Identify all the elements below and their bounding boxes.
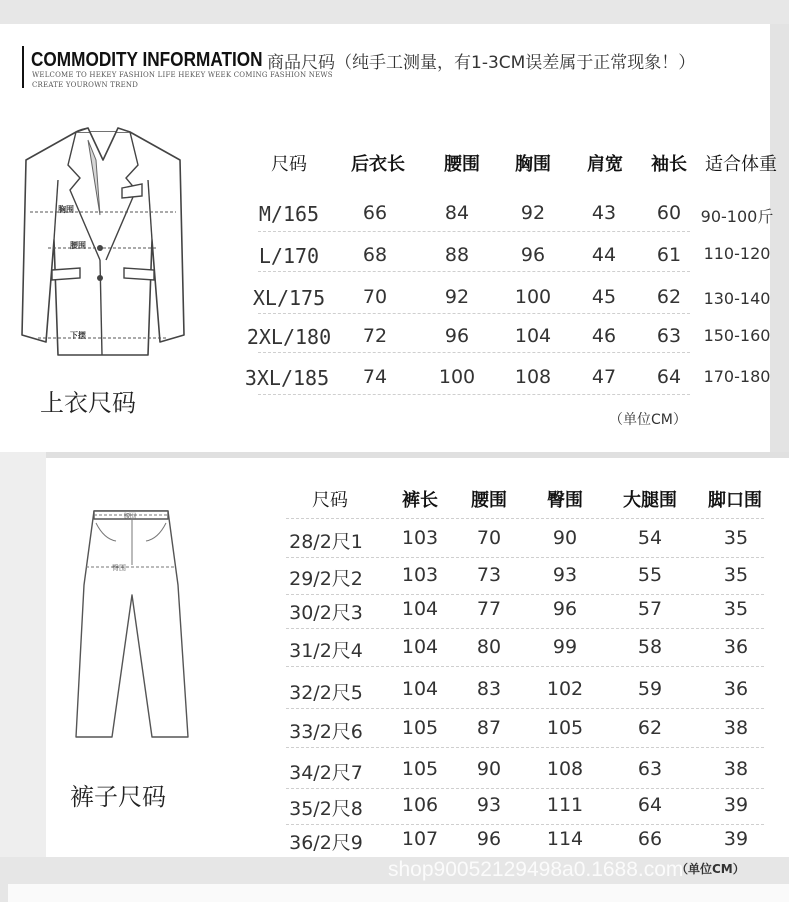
watermark: shop90052129498a0.1688.com (388, 858, 684, 881)
table-cell: 35 (723, 598, 749, 620)
table-cell: 38 (723, 717, 749, 739)
table-cell: 102 (546, 678, 584, 700)
jacket-col-chest: 胸围 (515, 154, 551, 175)
table-cell: 58 (637, 636, 663, 658)
table-cell: 90 (476, 758, 502, 780)
table-cell: 87 (476, 717, 502, 739)
table-cell: 61 (656, 244, 682, 266)
table-cell: 32/2尺5 (289, 682, 363, 704)
table-cell: 104 (401, 598, 439, 620)
table-cell: 108 (546, 758, 584, 780)
pants-waist-label: 腰围 (124, 513, 137, 520)
table-cell: 96 (476, 828, 502, 850)
table-cell: 92 (444, 286, 470, 308)
table-cell: 30/2尺3 (289, 602, 363, 624)
row-divider (258, 271, 690, 272)
row-divider (286, 594, 764, 595)
table-cell: 170-180 (703, 367, 771, 386)
header-subtitle-line-1: WELCOME TO HEKEY FASHION LIFE HEKEY WEEK COMING FASHION NEWS (32, 71, 333, 79)
bottom-strip (8, 884, 789, 902)
table-cell: 83 (476, 678, 502, 700)
table-cell: 62 (637, 717, 663, 739)
table-cell: 63 (637, 758, 663, 780)
table-cell: 36 (723, 678, 749, 700)
jacket-col-waist: 腰围 (444, 154, 480, 175)
table-cell: 68 (362, 244, 388, 266)
jacket-chest-label: 胸围 (58, 205, 74, 214)
row-divider (258, 394, 690, 395)
jacket-waist-label: 腰围 (70, 241, 86, 250)
table-cell: 64 (637, 794, 663, 816)
row-divider (286, 518, 764, 519)
pants-col-waist: 腰围 (471, 490, 507, 511)
table-cell: 72 (362, 325, 388, 347)
table-cell: 44 (591, 244, 617, 266)
table-cell: 59 (637, 678, 663, 700)
table-cell: 96 (444, 325, 470, 347)
table-cell: 70 (362, 286, 388, 308)
table-cell: 130-140 (703, 289, 771, 308)
pants-size-caption: 裤子尺码 (70, 783, 166, 811)
table-cell: 36/2尺9 (289, 832, 363, 854)
table-cell: 39 (723, 828, 749, 850)
table-cell: 110-120 (703, 244, 771, 263)
row-divider (258, 313, 690, 314)
jacket-col-shoulder: 肩宽 (587, 154, 623, 175)
header-rule (22, 46, 24, 88)
table-cell: 99 (552, 636, 578, 658)
jacket-diagram (18, 120, 188, 370)
table-cell: 66 (362, 202, 388, 224)
table-cell: 45 (591, 286, 617, 308)
table-cell: 93 (476, 794, 502, 816)
pants-col-hem: 脚口围 (708, 490, 762, 511)
table-cell: 105 (401, 758, 439, 780)
table-cell: 64 (656, 366, 682, 388)
page-title: COMMODITY INFORMATION (31, 49, 263, 71)
table-cell: 55 (637, 564, 663, 586)
row-divider (286, 747, 764, 748)
table-cell: 150-160 (703, 326, 771, 345)
table-cell: 74 (362, 366, 388, 388)
pants-hip-label: 臀围 (112, 564, 126, 572)
pants-diagram (64, 505, 200, 741)
table-cell: 108 (514, 366, 552, 388)
table-cell: 43 (591, 202, 617, 224)
table-cell: 100 (514, 286, 552, 308)
table-cell: 90-100斤 (700, 207, 774, 226)
table-cell: 33/2尺6 (289, 721, 363, 743)
jacket-size-caption: 上衣尺码 (40, 389, 136, 417)
top-band (0, 0, 789, 24)
row-divider (286, 788, 764, 789)
table-cell: L/170 (258, 244, 320, 268)
table-cell: 38 (723, 758, 749, 780)
table-cell: 104 (514, 325, 552, 347)
table-cell: 92 (520, 202, 546, 224)
table-cell: 104 (401, 636, 439, 658)
table-cell: 105 (546, 717, 584, 739)
table-cell: 103 (401, 527, 439, 549)
page-title-cn: 商品尺码（纯手工测量，有1-3CM误差属于正常现象！） (267, 53, 696, 73)
table-cell: 62 (656, 286, 682, 308)
pants-col-hip: 臀围 (547, 490, 583, 511)
table-cell: XL/175 (252, 286, 326, 310)
table-cell: 36 (723, 636, 749, 658)
row-divider (286, 666, 764, 667)
table-cell: 34/2尺7 (289, 762, 363, 784)
table-cell: 80 (476, 636, 502, 658)
jacket-col-sleeve: 袖长 (651, 154, 687, 175)
table-cell: 28/2尺1 (289, 531, 363, 553)
table-cell: 35 (723, 527, 749, 549)
table-cell: M/165 (258, 202, 320, 226)
table-cell: 35 (723, 564, 749, 586)
jacket-hem-label: 下摆 (70, 331, 86, 340)
pants-col-length: 裤长 (402, 490, 438, 511)
header-subtitle-line-2: CREATE YOUROWN TREND (32, 81, 139, 89)
section-divider (0, 452, 789, 458)
table-cell: 70 (476, 527, 502, 549)
table-cell: 105 (401, 717, 439, 739)
table-cell: 103 (401, 564, 439, 586)
row-divider (258, 352, 690, 353)
row-divider (286, 557, 764, 558)
table-cell: 77 (476, 598, 502, 620)
table-cell: 2XL/180 (246, 325, 332, 349)
right-edge-band (770, 24, 789, 454)
table-cell: 35/2尺8 (289, 798, 363, 820)
table-cell: 104 (401, 678, 439, 700)
row-divider (286, 708, 764, 709)
row-divider (286, 628, 764, 629)
table-cell: 111 (546, 794, 584, 816)
table-cell: 39 (723, 794, 749, 816)
pants-col-thigh: 大腿围 (623, 490, 677, 511)
jacket-col-size: 尺码 (271, 154, 307, 175)
table-cell: 107 (401, 828, 439, 850)
table-cell: 96 (520, 244, 546, 266)
pants-col-size: 尺码 (312, 490, 348, 511)
table-cell: 88 (444, 244, 470, 266)
table-cell: 63 (656, 325, 682, 347)
table-cell: 93 (552, 564, 578, 586)
jacket-unit-note: （单位CM） (609, 412, 687, 428)
table-cell: 66 (637, 828, 663, 850)
table-cell: 57 (637, 598, 663, 620)
table-cell: 114 (546, 828, 584, 850)
row-divider (286, 824, 764, 825)
table-cell: 29/2尺2 (289, 568, 363, 590)
table-cell: 106 (401, 794, 439, 816)
table-cell: 73 (476, 564, 502, 586)
left-edge-band (0, 452, 46, 902)
table-cell: 3XL/185 (244, 366, 330, 390)
table-cell: 47 (591, 366, 617, 388)
jacket-col-back-length: 后衣长 (351, 154, 405, 175)
table-cell: 31/2尺4 (289, 640, 363, 662)
table-cell: 96 (552, 598, 578, 620)
row-divider (258, 231, 690, 232)
pants-unit-note: （单位CM） (676, 862, 745, 876)
table-cell: 54 (637, 527, 663, 549)
table-cell: 46 (591, 325, 617, 347)
table-cell: 84 (444, 202, 470, 224)
table-cell: 100 (438, 366, 476, 388)
table-cell: 60 (656, 202, 682, 224)
jacket-col-weight: 适合体重 (705, 154, 777, 175)
table-cell: 90 (552, 527, 578, 549)
